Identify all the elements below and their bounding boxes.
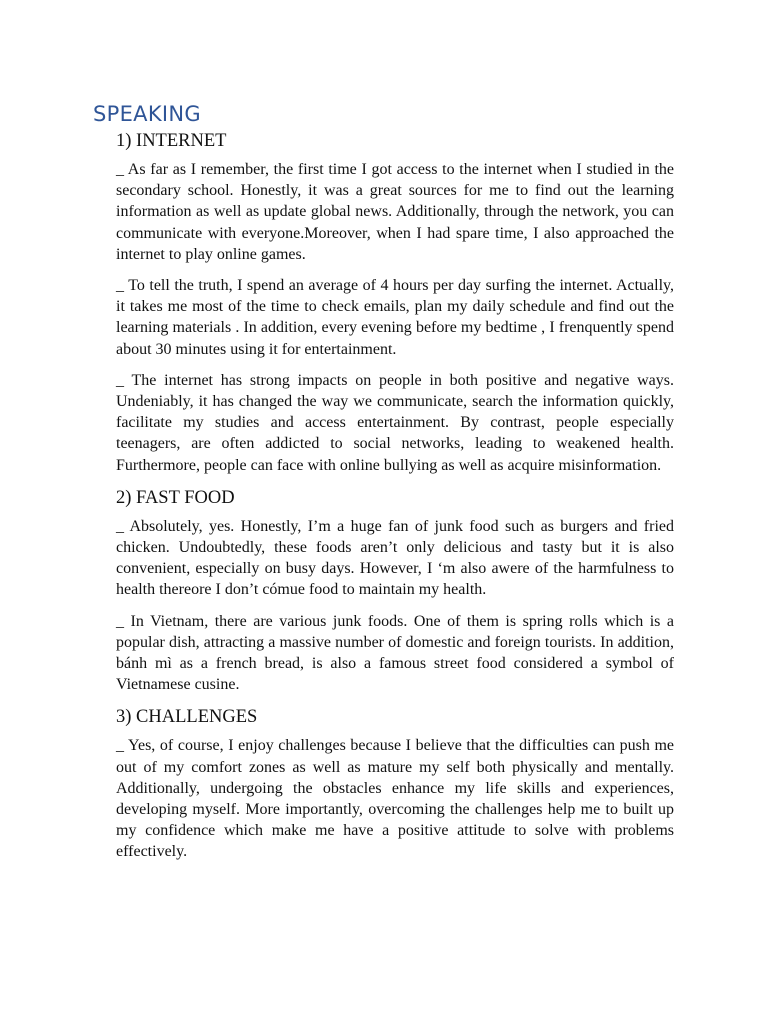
section-title: 2) FAST FOOD	[116, 487, 235, 508]
section-fast-food	[116, 486, 674, 696]
section-internet	[116, 129, 674, 476]
paragraph: _ Yes, of course, I enjoy challenges because I believe that the difficulties can push me out of my comfort zones as well as mature my self both physically and mentally. Additionally, undergoing the obstacles enhance my life skills and experiences, developing myself. More importantly, overcoming the challenges help me to built up my confidence which make me have a positive attitude to solve with problems effectively.	[116, 737, 674, 861]
paragraph: _ The internet has strong impacts on people in both positive and negative ways. Undeniably, it has changed the way we communicate, search the information quickly, facilitate my studies and access entertainment. By contrast, people especially teenagers, are often addicted to social networks, leading to weakened health. Furthermore, people can face with online bullying as well as acquire misinformation.	[116, 371, 674, 474]
paragraph: _ In Vietnam, there are various junk foods. One of them is spring rolls which is a popular dish, attracting a massive number of domestic and foreign tourists. In addition, bánh mì as a french bread, is also a famous street food considered a symbol of Vietnamese cusine.	[116, 612, 674, 694]
paragraph: _ Absolutely, yes. Honestly, I’m a huge fan of junk food such as burgers and fried chicken. Undoubtedly, these foods aren’t only delicious and tasty but it is also convenient, especially on busy days. However, I ‘m also awere of the harmfulness to health thereore I don’t cómue food to maintain my health.	[116, 517, 674, 599]
section-title: 3) CHALLENGES	[116, 707, 258, 728]
document-heading: SPEAKING	[93, 102, 201, 126]
section-title: 1) INTERNET	[116, 131, 227, 151]
paragraph: _ To tell the truth, I spend an average of 4 hours per day surfing the internet. Actually, it takes me most of the time to check emails, plan my daily schedule and find out the learning materials . In addition, every evening before my bedtime , I frenquently spend about 30 minutes using it for entertainment.	[116, 277, 674, 358]
document-content	[116, 129, 674, 873]
paragraph: _ As far as I remember, the first time I got access to the internet when I studied in the secondary school. Honestly, it was a great sources for me to find out the learning information as well as update global news. Additionally, through the network, you can communicate with everyone.Moreover, when I had spare time, I also approached the internet to play online games.	[116, 161, 674, 263]
section-challenges	[116, 705, 674, 862]
